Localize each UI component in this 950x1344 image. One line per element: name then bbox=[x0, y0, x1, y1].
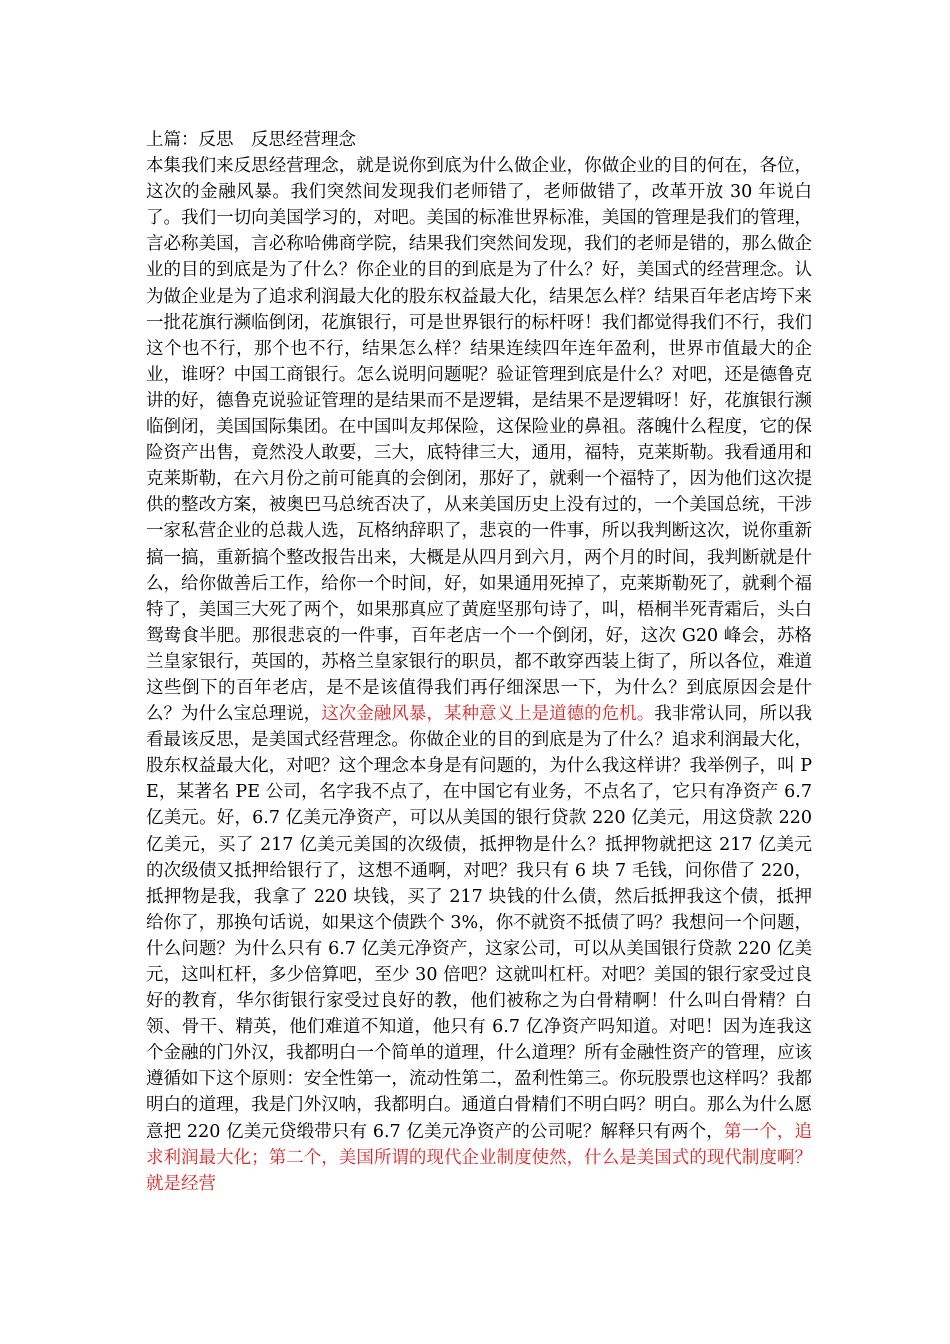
document-page bbox=[146, 127, 812, 1197]
document-body bbox=[146, 153, 812, 1197]
document-heading: 上篇：反思 反思经营理念 bbox=[146, 130, 356, 150]
body-segment-2: 我非常认同，所以我看最该反思，是美国式经营理念。你做企业的目的到底是为了什么？追求利润最大化，股东权益最大化，对吧？这个理念本身是有问题的，为什么我这样讲？我举例子，叫 PE，某著名 PE 公司，名字我不点了，在中国它有业务，不点名了，它只有净资产 6.7 亿美元。好，6.7 亿美元净资产，可以从美国的银行贷款 220 亿美元，用这贷款 220 亿美元，买了 217 亿美元美国的次级债，抵押物是什么？抵押物就把这 217 亿美元的次级债又抵押给银行了，这想不通啊，对吧？我只有 6 块 7 毛钱，问你借了 220，抵押物是我，我拿了 220 块钱，买了 217 块钱的什么债，然后抵押我这个债，抵押给你了，那换句话说，如果这个债跌个 3%，你不就资不抵债了吗？我想问一个问题，什么问题？为什么只有 6.7 亿美元净资产，这家公司，可以从美国银行贷款 220 亿美元，这叫杠杆，多少倍算吧，至少 30 倍吧？这就叫杠杆。对吧？美国的银行家受过良好的教育，华尔街银行家受过良好的教，他们被称之为白骨精啊！什么叫白骨精？白领、骨干、精英，他们难道不知道，他只有 6.7 亿净资产吗知道。对吧！因为连我这个金融的门外汉，我都明白一个简单的道理，什么道理？所有金融性资产的管理，应该遵循如下这个原则：安全性第一，流动性第二，盈利性第三。你玩股票也这样吗？我都明白的道理，我是门外汉呐，我都明白。通道白骨精们不明白吗？明白。那么为什么愿意把 220 亿美元贷缎带只有 6.7 亿美元净资产的公司呢？解释只有两个， bbox=[146, 704, 813, 1142]
body-segment-1: 本集我们来反思经营理念，就是说你到底为什么做企业，你做企业的目的何在，各位，这次的金融风暴。我们突然间发现我们老师错了，老师做错了，改革开放 30 年说白了。我们一切向美国学习的，对吧。美国的标准世界标准，美国的管理是我们的管理，言必称美国，言必称哈佛商学院，结果我们突然间发现，我们的老师是错的，那么做企业的目的到底是为了什么？你企业的目的到底是为了什么？好，美国式的经营理念。认为做企业是为了追求利润最大化的股东权益最大化，结果怎么样？结果百年老店垮下来一批花旗行濒临倒闭，花旗银行，可是世界银行的标杆呀！我们都觉得我们不行，我们这个也不行，那个也不行，结果怎么样？结果连续四年连年盈利，世界市值最大的企业，谁呀？中国工商银行。怎么说明问题呢？验证管理到底是什么？对吧，还是德鲁克讲的好，德鲁克说验证管理的是结果而不是逻辑，是结果不是逻辑呀！好，花旗银行濒临倒闭，美国国际集团。在中国叫友邦保险，这保险业的鼻祖。落魄什么程度，它的保险资产出售，竟然没人敢要，三大，底特律三大，通用，福特，克莱斯勒。我看通用和克莱斯勒，在六月份之前可能真的会倒闭，那好了，就剩一个福特了，因为他们这次提供的整改方案，被奥巴马总统否决了，从来美国历史上没有过的，一个美国总统，干涉一家私营企业的总裁人选，瓦格纳辞职了，悲哀的一件事，所以我判断这次，说你重新搞一搞，重新搞个整改报告出来，大概是从四月到六月，两个月的时间，我判断就是什么，给你做善后工作，给你一个时间，好，如果通用死掉了，克莱斯勒死了，就剩个福特了，美国三大死了两个，如果那真应了黄庭坚那句诗了，叫，梧桐半死青霜后，头白鸳鸯食半肥。那很悲哀的一件事，百年老店一个一个倒闭，好，这次 G20 峰会，苏格兰皇家银行，英国的，苏格兰皇家银行的职员，都不敢穿西装上街了，所以各位，难道这些倒下的百年老店，是不是该值得我们再仔细深思一下，为什么？到底原因会是什么？为什么宝总理说， bbox=[146, 156, 812, 725]
highlight-profit-maximization: 第一个，追求利润最大化；第二个，美国所谓的现代企业制度使然，什么是美国式的现代制度啊？就是经营 bbox=[146, 1121, 813, 1194]
highlight-moral-crisis: 这次金融风暴，某种意义上是道德的危机。 bbox=[321, 704, 655, 725]
